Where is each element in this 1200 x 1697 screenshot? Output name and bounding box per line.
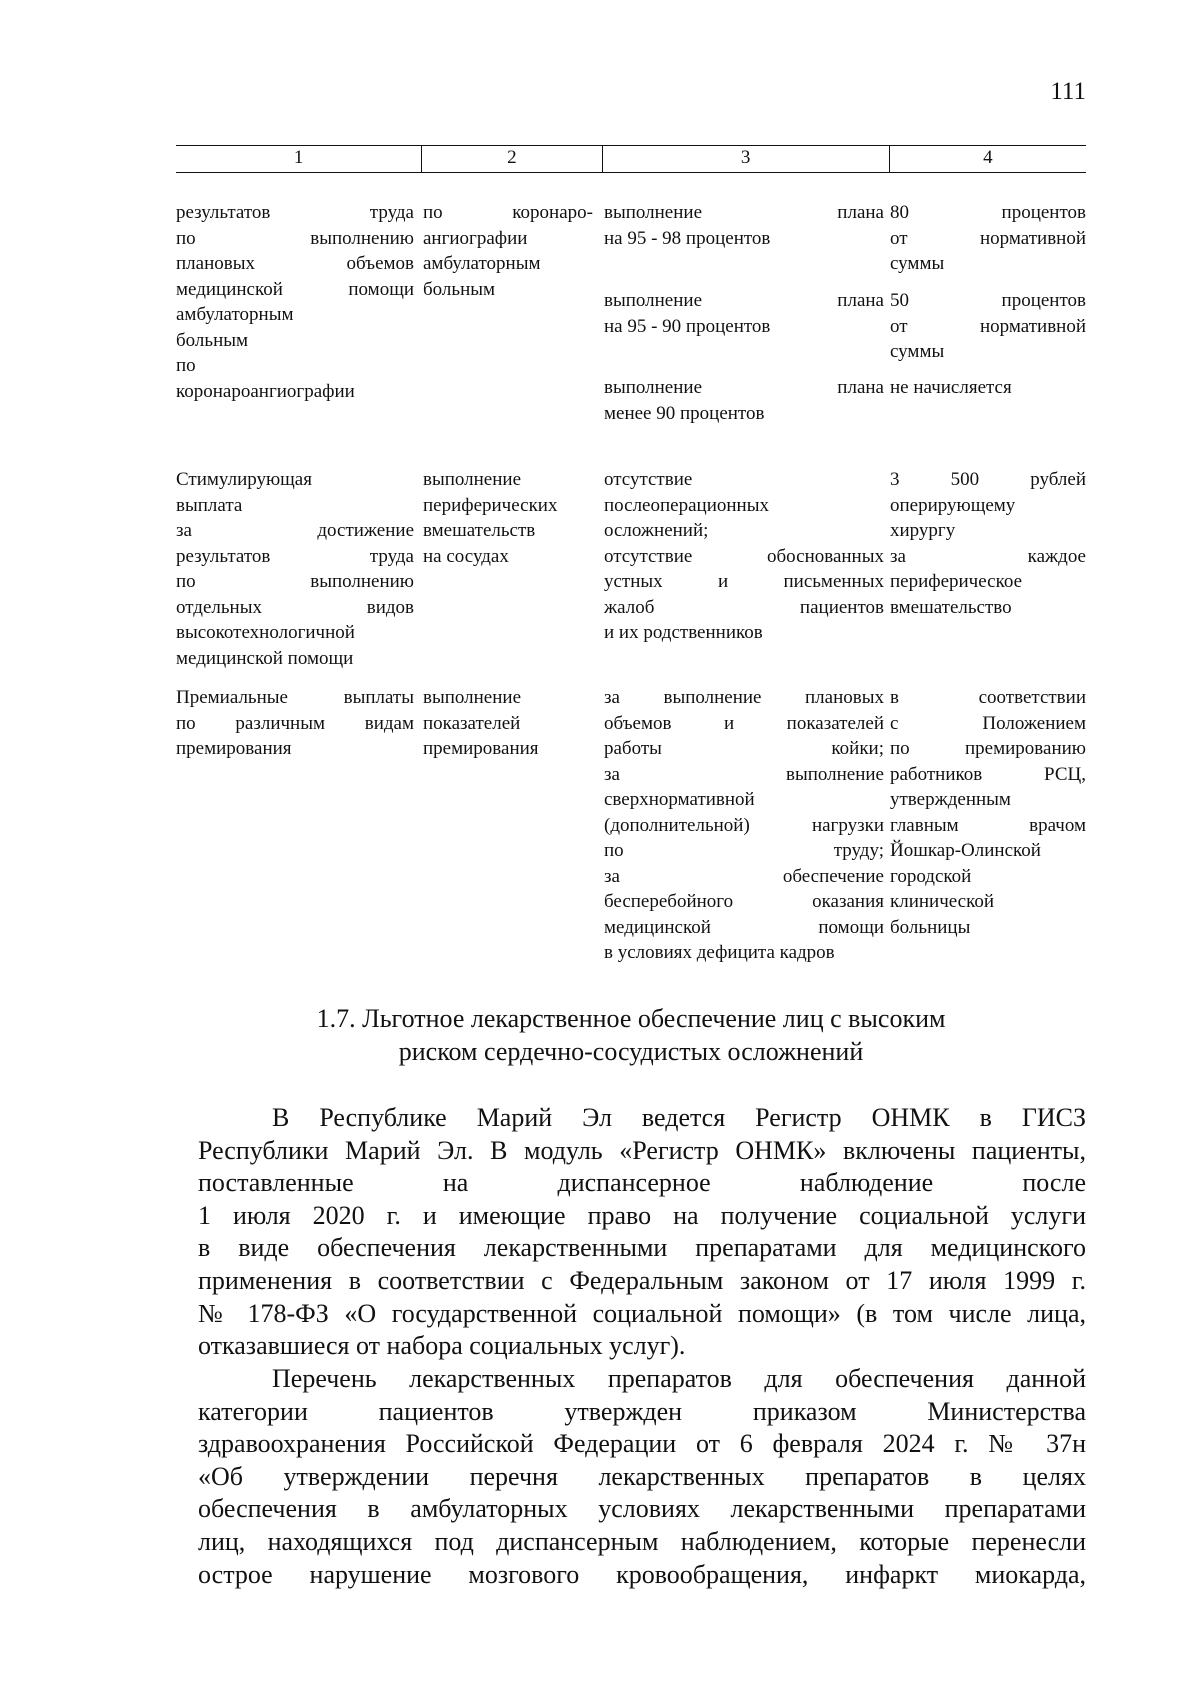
row-criterion-cell <box>423 685 593 762</box>
text-line: премирования <box>176 738 292 759</box>
table-row <box>176 200 1086 450</box>
text-line: главным врачом <box>890 814 1086 836</box>
text-line: высокотехнологичной <box>176 622 355 643</box>
text-line: в условиях дефицита кадров <box>604 942 835 963</box>
text-line: от нормативной <box>890 315 1086 337</box>
text-line: вмешательств <box>423 520 536 541</box>
row-indicator-cell <box>176 467 414 671</box>
text-line: утвержденным <box>890 789 1011 810</box>
text-line: менее 90 процентов <box>604 402 765 424</box>
table-row <box>176 467 1086 677</box>
text-line: за выполнение плановых <box>604 687 884 708</box>
page-number: 111 <box>1050 78 1086 105</box>
text-line: медицинской помощи <box>176 647 354 669</box>
text-line: по коронаро- <box>423 202 593 223</box>
row-indicator-cell <box>176 200 414 404</box>
text-line: здравоохранения Российской Федерации от 6 февраля 2024 г. № 37н <box>198 1429 1086 1459</box>
text-line: медицинской помощи <box>176 278 414 300</box>
text-line: суммы <box>890 341 945 362</box>
text-line: результатов труда <box>176 545 414 567</box>
amount-block <box>890 375 1086 401</box>
text-line: жалоб пациентов <box>604 596 884 618</box>
column-header: 1 <box>293 147 304 168</box>
amount-block <box>890 288 1086 365</box>
text-line: за обеспечение <box>604 865 884 887</box>
text-line: острое нарушение мозгового кровообращения, инфаркт миокарда, <box>198 1559 1086 1589</box>
text-line: в соответствии <box>890 687 1086 708</box>
text-line: 50 процентов <box>890 290 1086 311</box>
text-line: больницы <box>890 916 971 938</box>
row-criterion-cell <box>423 200 593 302</box>
text-line: выполнение плана <box>604 290 884 311</box>
text-line: хирургу <box>890 520 956 541</box>
text-line: бесперебойного оказания <box>604 891 884 912</box>
text-line: отсутствие <box>604 469 693 490</box>
text-line: Республики Марий Эл. В модуль «Регистр ОНМК» включены пациенты, <box>198 1135 1086 1165</box>
text-line: выплата <box>176 494 243 516</box>
text-line: амбулаторным <box>176 304 294 325</box>
text-line: сверхнормативной <box>604 789 755 810</box>
condition-block <box>604 200 884 251</box>
text-line: 1 июля 2020 г. и имеющие право на получение социальной услуги <box>198 1200 1086 1230</box>
table-row <box>176 685 1086 975</box>
text-line: за каждое <box>890 545 1086 567</box>
text-line: по труду; <box>604 840 884 861</box>
text-line: периферических <box>423 494 558 516</box>
text-line: «Об утверждении перечня лекарственных препаратов в целях <box>198 1461 1086 1491</box>
text-line: Премиальные выплаты <box>176 687 414 708</box>
text-line: больным <box>423 278 496 300</box>
text-line: по <box>176 355 196 376</box>
condition-block <box>604 288 884 339</box>
row-condition-cell <box>604 467 884 646</box>
text-line: за выполнение <box>604 763 884 785</box>
text-line: осложнений; <box>604 520 709 541</box>
paragraph-registry <box>198 1102 1086 1363</box>
text-line: работников РСЦ, <box>890 763 1086 785</box>
text-line: по выполнению <box>176 571 414 592</box>
text-line: на сосудах <box>423 545 509 567</box>
text-line: ангиографии <box>423 227 528 249</box>
text-line: не начисляется <box>890 377 1012 398</box>
text-line: в виде обеспечения лекарственными препаратами для медицинского <box>198 1233 1086 1263</box>
text-line: на 95 - 90 процентов <box>604 315 771 337</box>
text-line: обеспечения в амбулаторных условиях лекарственными препаратами <box>198 1494 1086 1524</box>
section-heading <box>176 1002 1086 1068</box>
text-line: № 178-ФЗ «О государственной социальной помощи» (в том числе лица, <box>198 1298 1086 1328</box>
text-line: по различным видам <box>176 712 414 734</box>
condition-block <box>604 375 884 426</box>
text-line: лиц, находящихся под диспансерным наблюдением, которые перенесли <box>198 1526 1086 1556</box>
text-line: В Республике Марий Эл ведется Регистр ОНМК в ГИСЗ <box>272 1103 1086 1132</box>
text-line: отсутствие обоснованных <box>604 545 884 567</box>
text-line: городской <box>890 865 972 887</box>
text-line: по премированию <box>890 738 1086 759</box>
text-line: больным <box>176 329 249 351</box>
table-header-row <box>176 145 1086 173</box>
text-line: оперирующему <box>890 494 1016 516</box>
text-line: отказавшиеся от набора социальных услуг). <box>198 1331 686 1361</box>
amount-block <box>890 200 1086 277</box>
text-line: клинической <box>890 891 995 912</box>
text-line: на 95 - 98 процентов <box>604 227 771 249</box>
text-line: с Положением <box>890 712 1086 734</box>
text-line: послеоперационных <box>604 494 769 516</box>
text-line: Йошкар-Олинской <box>890 840 1041 861</box>
text-line: коронароангиографии <box>176 380 355 402</box>
text-line: устных и письменных <box>604 571 884 592</box>
text-line: применения в соответствии с Федеральным законом от 17 июля 1999 г. <box>198 1265 1086 1295</box>
text-line: Стимулирующая <box>176 469 312 490</box>
heading-line: 1.7. Льготное лекарственное обеспечение лиц с высоким <box>316 1004 946 1033</box>
text-line: объемов и показателей <box>604 712 884 734</box>
heading-line: риском сердечно-сосудистых осложнений <box>398 1037 864 1066</box>
text-line: отдельных видов <box>176 596 414 618</box>
text-line: амбулаторным <box>423 253 541 274</box>
row-condition-cell <box>604 685 884 966</box>
text-line: показателей <box>423 712 521 734</box>
text-line: поставленные на диспансерное наблюдение после <box>198 1168 1086 1198</box>
text-line: выполнение <box>423 469 522 490</box>
row-amount-cell <box>890 467 1086 620</box>
column-header: 2 <box>421 146 601 172</box>
text-line: вмешательство <box>890 596 1012 618</box>
text-line: категории пациентов утвержден приказом Министерства <box>198 1396 1086 1426</box>
text-line: результатов труда <box>176 202 414 223</box>
text-line: Перечень лекарственных препаратов для обеспечения данной <box>272 1364 1086 1393</box>
text-line: 3 500 рублей <box>890 469 1086 490</box>
row-criterion-cell <box>423 467 593 569</box>
text-line: и их родственников <box>604 622 763 643</box>
text-line: выполнение плана <box>604 377 884 398</box>
text-line: от нормативной <box>890 227 1086 249</box>
text-line: суммы <box>890 253 945 274</box>
text-line: по выполнению <box>176 227 414 249</box>
text-line: премирования <box>423 738 539 759</box>
text-line: медицинской помощи <box>604 916 884 938</box>
column-header: 3 <box>602 146 889 172</box>
text-line: работы койки; <box>604 738 884 759</box>
text-line: (дополнительной) нагрузки <box>604 814 884 836</box>
row-amount-cell <box>890 685 1086 940</box>
text-line: за достижение <box>176 520 414 541</box>
text-line: периферическое <box>890 571 1023 592</box>
paragraph-drug-list <box>198 1363 1086 1591</box>
text-line: плановых объемов <box>176 253 414 274</box>
payments-table <box>176 145 1086 963</box>
row-indicator-cell <box>176 685 414 762</box>
text-line: выполнение плана <box>604 202 884 223</box>
text-line: выполнение <box>423 687 522 708</box>
text-line: 80 процентов <box>890 202 1086 223</box>
column-header: 4 <box>889 146 1086 172</box>
